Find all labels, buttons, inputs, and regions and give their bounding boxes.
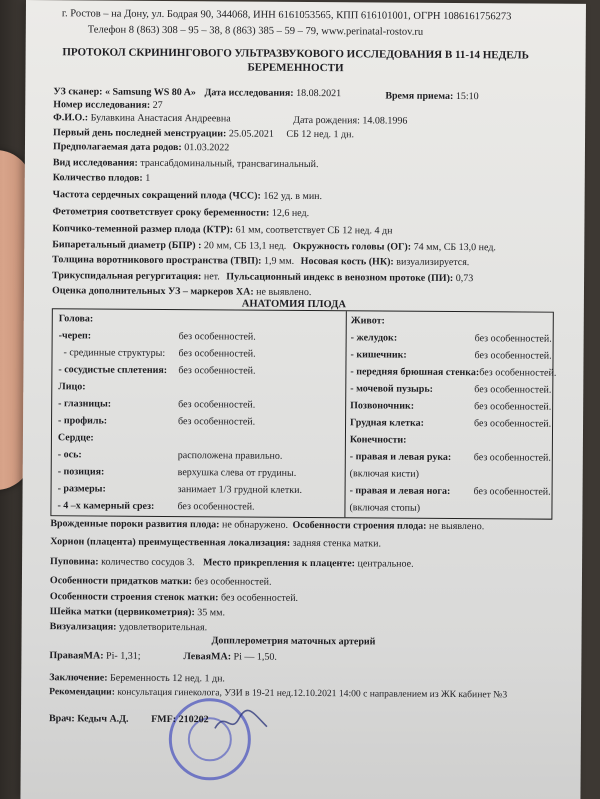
defects-row bbox=[50, 518, 484, 533]
anatomy-left-value: без особенностей. bbox=[178, 348, 256, 360]
cervix-value: 35 мм. bbox=[197, 607, 226, 619]
bpr-value: 20 мм, СБ 13,1 нед. bbox=[203, 240, 287, 252]
type-value: трансабдоминальный, трансвагинальный. bbox=[140, 157, 319, 171]
nk-label: Носовая кость (НК): bbox=[300, 255, 394, 268]
adnexa-row bbox=[50, 575, 272, 589]
anatomy-right-label: Конечности: bbox=[349, 434, 407, 446]
anatomy-right-row bbox=[351, 315, 385, 327]
anatomy-left-row bbox=[58, 364, 255, 377]
anatomy-left-value: расположена правильно. bbox=[177, 450, 283, 462]
fio-label: Ф.И.О.: bbox=[53, 112, 89, 124]
anatomy-title: АНАТОМИЯ ПЛОДА bbox=[241, 298, 346, 311]
chorion-value: задняя стенка матки. bbox=[292, 537, 381, 550]
recommendations-value: консультация гинеколога, УЗИ в 19-21 нед.12.10.2021 14:00 с направлением из ЖК кабинет №3 bbox=[117, 686, 508, 701]
anatomy-left-label: Сердце: bbox=[57, 432, 94, 444]
og-label: Окружность головы (ОГ): bbox=[292, 240, 412, 253]
bpr-label: Бипаретальный диаметр (БПР) : bbox=[52, 239, 202, 252]
recommendations-row bbox=[49, 686, 507, 701]
count-label: Количество плодов: bbox=[52, 172, 143, 184]
defects-label: Врожденные пороки развития плода: bbox=[50, 518, 220, 531]
anatomy-left-row bbox=[58, 398, 255, 411]
time-value: 15:10 bbox=[455, 91, 479, 103]
type-label: Вид исследования: bbox=[52, 157, 138, 169]
protocol-document bbox=[20, 0, 586, 799]
cord-row bbox=[50, 556, 414, 571]
hr-value: 162 уд. в мин. bbox=[263, 190, 323, 203]
ktr-label: Копчико-теменной размер плода (КТР): bbox=[52, 223, 234, 236]
anatomy-left-label: - ось: bbox=[57, 449, 82, 461]
visual-label: Визуализация: bbox=[49, 621, 117, 633]
anatomy-right-value: без особенностей. bbox=[473, 486, 551, 498]
conclusion-row bbox=[49, 672, 225, 685]
tvp-value: 1,9 мм. bbox=[264, 255, 295, 267]
number-row bbox=[53, 99, 163, 112]
anatomy-left-label: - глазницы: bbox=[58, 398, 112, 410]
anatomy-left-label: - сосудистые сплетения: bbox=[58, 364, 168, 376]
anatomy-right-row bbox=[349, 502, 420, 514]
anatomy-right-label: - правая и левая рука: bbox=[349, 451, 452, 463]
structure-label: Особенности строения плода: bbox=[292, 519, 427, 532]
conclusion-value: Беременность 12 нед. 1 дн. bbox=[110, 672, 225, 685]
doppler-right-label: ПраваяМА: bbox=[49, 650, 104, 662]
anatomy-right-label: - передняя брюшная стенка: bbox=[350, 366, 480, 379]
doppler-left-value: Pi — 1,50. bbox=[233, 651, 277, 663]
anatomy-right-value: без особенностей. bbox=[474, 384, 552, 396]
anatomy-right-label: - желудок: bbox=[350, 332, 398, 344]
anatomy-left-label: Голова: bbox=[58, 313, 94, 325]
birth-value: 14.08.1996 bbox=[362, 115, 408, 127]
hr-label: Частота сердечных сокращений плода (ЧСС): bbox=[52, 189, 261, 202]
doppler-right-value: Pi- 1,31; bbox=[106, 650, 141, 662]
anatomy-left-label: - профиль: bbox=[58, 415, 108, 427]
anatomy-right-label: (включая стопы) bbox=[349, 502, 421, 514]
anatomy-right-label: - кишечник: bbox=[350, 349, 407, 361]
anatomy-left-label: Лицо: bbox=[58, 381, 86, 393]
anatomy-right-row bbox=[350, 468, 419, 480]
anatomy-left-row bbox=[58, 449, 283, 463]
anatomy-left-label: - размеры: bbox=[57, 483, 106, 495]
cervix-label: Шейка матки (цервикометрия): bbox=[49, 606, 195, 619]
cervix-row bbox=[50, 606, 225, 619]
adnexa-value: без особенностей. bbox=[194, 576, 272, 588]
anatomy-right-row bbox=[350, 451, 551, 464]
walls-row bbox=[50, 591, 298, 605]
anatomy-right-label: - мочевой пузырь: bbox=[350, 383, 434, 395]
anatomy-left-row bbox=[59, 330, 256, 343]
anatomy-left-value: без особенностей. bbox=[178, 416, 256, 428]
attach-value: центральное. bbox=[357, 558, 414, 570]
doctor-signature bbox=[211, 706, 271, 736]
feto-row bbox=[52, 206, 309, 220]
anatomy-right-value: без особенностей. bbox=[474, 333, 552, 345]
scanner-value: « Samsung WS 80 A» bbox=[104, 86, 197, 99]
anatomy-right-row bbox=[350, 400, 551, 413]
tvp-label: Толщина воротникового пространства (ТВП): bbox=[52, 254, 262, 267]
anatomy-divider bbox=[344, 311, 346, 517]
pi-value: 0,73 bbox=[455, 273, 474, 285]
time-label: Время приема: bbox=[385, 90, 454, 102]
anatomy-left-label: - срединные структуры: bbox=[58, 347, 166, 359]
xa-value: не выявлено. bbox=[256, 286, 312, 298]
anatomy-right-value: без особенностей. bbox=[473, 452, 551, 464]
anatomy-left-value: без особенностей. bbox=[178, 365, 256, 377]
type-row bbox=[53, 157, 319, 171]
visual-value: удовлетворительная. bbox=[118, 621, 208, 634]
tr-row bbox=[52, 270, 473, 285]
anatomy-right-row bbox=[350, 434, 407, 446]
lmp-row bbox=[53, 127, 354, 141]
anatomy-left-value: без особенностей. bbox=[177, 501, 255, 513]
anatomy-right-label: Живот: bbox=[350, 315, 385, 327]
anatomy-left-value: без особенностей. bbox=[178, 399, 256, 411]
anatomy-left-row bbox=[58, 347, 255, 360]
lmp-value: 25.05.2021 bbox=[228, 128, 274, 140]
birth-label: Дата рождения: bbox=[293, 114, 360, 127]
doppler-left-row bbox=[183, 651, 277, 664]
chorion-label: Хорион (плацента) преимущественная локализация: bbox=[50, 536, 291, 549]
feto-value: 12,6 нед. bbox=[271, 207, 310, 219]
anatomy-right-row bbox=[350, 383, 551, 396]
title-line2: БЕРЕМЕННОСТИ bbox=[247, 61, 344, 75]
date-label: Дата исследования: bbox=[204, 87, 294, 99]
structure-value: не выявлено. bbox=[428, 520, 485, 533]
anatomy-right-value: без особенностей. bbox=[474, 350, 552, 362]
anatomy-right-value: без особенностей. bbox=[474, 401, 552, 413]
due-row bbox=[53, 141, 229, 154]
anatomy-left-label: - позиция: bbox=[57, 466, 105, 478]
lmp-term: СБ 12 нед. 1 дн. bbox=[286, 128, 355, 141]
count-row bbox=[53, 172, 151, 185]
scanner-row bbox=[53, 86, 341, 100]
lmp-label: Первый день последней менструации: bbox=[53, 127, 227, 140]
due-value: 01.03.2022 bbox=[184, 142, 230, 154]
xa-label: Оценка дополнительных УЗ – маркеров ХА: bbox=[51, 285, 254, 298]
time-row bbox=[385, 91, 478, 104]
tvp-row bbox=[52, 254, 469, 269]
anatomy-right-row bbox=[350, 485, 551, 498]
anatomy-left-value: без особенностей. bbox=[178, 331, 256, 343]
address-line: г. Ростов – на Дону, ул. Бодрая 90, 344068, ИНН 6161053565, КПП 616101001, ОГРН 1086161756273 bbox=[61, 8, 512, 23]
doctor-row bbox=[49, 713, 209, 726]
anatomy-left-value: верхушка слева от грудины. bbox=[177, 467, 297, 479]
cord-value: количество сосудов 3. bbox=[101, 556, 195, 569]
number-label: Номер исследования: bbox=[53, 99, 151, 111]
pi-label: Пульсационный индекс в венозном протоке (ПИ): bbox=[226, 271, 454, 284]
fmf-value: 210202 bbox=[178, 714, 209, 726]
anatomy-left-row bbox=[58, 483, 302, 497]
doctor-name: Кедыч А.Д. bbox=[77, 713, 129, 725]
title-line1: ПРОТОКОЛ СКРИНИНГОВОГО УЛЬТРАЗВУКОВОГО ИССЛЕДОВАНИЯ В 11-14 НЕДЕЛЬ bbox=[62, 46, 529, 62]
bpr-row bbox=[52, 239, 496, 254]
fio-value: Булавкина Анастасия Андреевна bbox=[90, 112, 231, 125]
anatomy-right-label: - правая и левая нога: bbox=[349, 485, 451, 497]
birth-row bbox=[293, 115, 407, 128]
anatomy-left-label: - 4 –х камерный срез: bbox=[57, 500, 155, 512]
scanner-label: УЗ сканер: bbox=[53, 86, 103, 98]
doppler-left-label: ЛеваяМА: bbox=[183, 651, 232, 663]
anatomy-right-row bbox=[350, 366, 556, 379]
anatomy-right-row bbox=[350, 417, 551, 430]
due-label: Предполагаемая дата родов: bbox=[52, 141, 182, 154]
ktr-row bbox=[52, 223, 392, 237]
fmf-label: FMF: bbox=[151, 713, 177, 726]
anatomy-left-row bbox=[58, 432, 94, 444]
visual-row bbox=[50, 621, 208, 634]
tr-value: нет. bbox=[203, 271, 220, 283]
anatomy-left-row bbox=[58, 415, 255, 428]
anatomy-left-row bbox=[57, 500, 254, 513]
attach-label: Место прикрепления к плаценте: bbox=[203, 557, 356, 570]
recommendations-label: Рекомендации: bbox=[49, 686, 115, 698]
nk-value: визуализируется. bbox=[396, 256, 470, 269]
number-value: 27 bbox=[152, 99, 163, 111]
anatomy-right-label: Позвоночник: bbox=[350, 400, 415, 412]
anatomy-right-label: (включая кисти) bbox=[349, 468, 420, 480]
walls-value: без особенностей. bbox=[220, 592, 299, 604]
hr-row bbox=[53, 189, 322, 203]
anatomy-table bbox=[50, 308, 557, 519]
doppler-title: Допплерометрия маточных артерий bbox=[211, 635, 376, 648]
doppler-right-row bbox=[49, 650, 140, 663]
doctor-label: Врач: bbox=[48, 713, 75, 725]
anatomy-right-row bbox=[351, 332, 552, 345]
anatomy-left-label: -череп: bbox=[58, 330, 92, 342]
walls-label: Особенности строения стенок матки: bbox=[49, 591, 219, 604]
defects-value: не обнаружено. bbox=[221, 519, 289, 531]
anatomy-right-label: Грудная клетка: bbox=[350, 417, 425, 429]
anatomy-left-row bbox=[59, 313, 94, 325]
anatomy-right-row bbox=[350, 349, 551, 362]
og-value: 74 мм, СБ 13,0 нед. bbox=[413, 241, 496, 254]
ktr-value: 61 мм, соответствует СБ 12 нед. 4 дн bbox=[235, 224, 393, 237]
conclusion-label: Заключение: bbox=[49, 672, 108, 684]
anatomy-right-value: без особенностей. bbox=[474, 418, 552, 430]
count-value: 1 bbox=[145, 172, 151, 184]
adnexa-label: Особенности придатков матки: bbox=[49, 575, 192, 588]
chorion-row bbox=[50, 536, 381, 550]
fio-row bbox=[53, 112, 231, 125]
feto-label: Фетометрия соответствует сроку беременности: bbox=[52, 206, 270, 219]
date-value: 18.08.2021 bbox=[296, 87, 342, 100]
anatomy-left-row bbox=[58, 381, 85, 393]
cord-label: Пуповина: bbox=[50, 556, 99, 568]
anatomy-left-row bbox=[58, 466, 297, 480]
tr-label: Трикуспидальная регургитация: bbox=[52, 270, 202, 283]
anatomy-right-value: без особенностей. bbox=[479, 367, 557, 379]
phone-line: Телефон 8 (863) 308 – 95 – 38, 8 (863) 385 – 59 – 79, www.perinatal-rostov.ru bbox=[87, 24, 424, 38]
anatomy-left-value: занимает 1/3 грудной клетки. bbox=[177, 484, 302, 496]
